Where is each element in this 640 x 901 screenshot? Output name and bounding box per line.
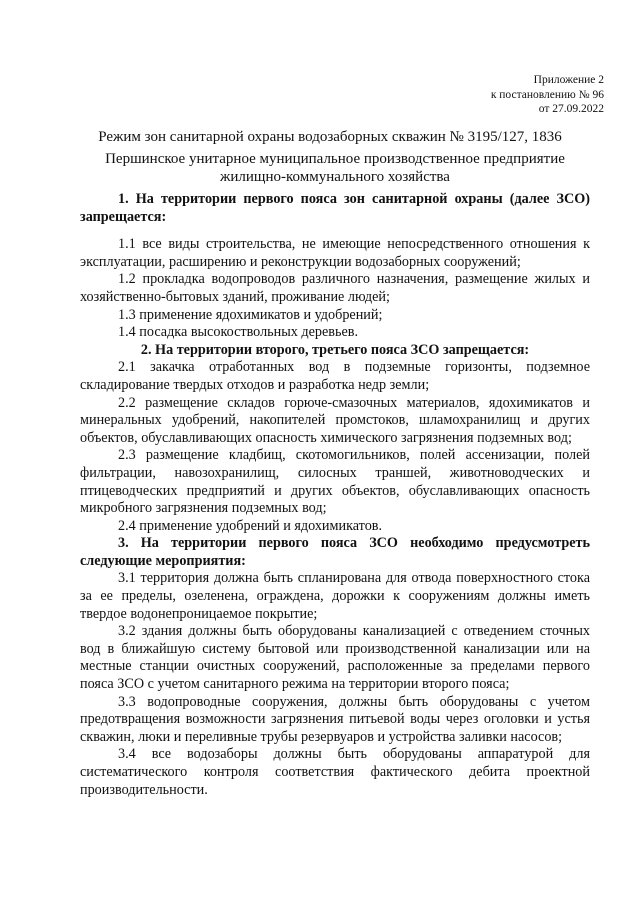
item-1-3: 1.3 применение ядохимикатов и удобрений; bbox=[118, 306, 383, 323]
document-body bbox=[80, 191, 590, 799]
document-title: Режим зон санитарной охраны водозаборных скважин № 3195/127, 1836 bbox=[98, 129, 562, 145]
item-3-3: 3.3 водопроводные сооружения, должны быть оборудованы с учетом предотвращения возможности загрязнения питьевой воды через оголовки и устья скважин, люки и переливные трубы резервуаров и устройства заливки насосов; bbox=[80, 693, 590, 745]
item-1-2: 1.2 прокладка водопроводов различного назначения, размещение жилых и хозяйственно-бытовых зданий, проживание людей; bbox=[80, 271, 590, 305]
section-3-heading: 3. На территории первого пояса ЗСО необходимо предусмотреть следующие мероприятия: bbox=[80, 535, 590, 569]
item-3-2: 3.2 здания должны быть оборудованы канализацией с отведением сточных вод в ближайшую систему бытовой или производственной канализации или на местные станции очистных сооружений, расположенные за пределами первого пояса ЗСО с учетом санитарного режима на территории второго пояса; bbox=[80, 623, 590, 693]
item-2-2: 2.2 размещение складов горюче-смазочных материалов, ядохимикатов и минеральных удобрений, накопителей промстоков, шламохранилищ и других объектов, обуславливающих опасность химического загрязнения подземных вод; bbox=[80, 394, 590, 446]
appendix-line-2: к постановлению № 96 bbox=[490, 88, 604, 101]
item-3-4: 3.4 все водозаборы должны быть оборудованы аппаратурой для систематического контроля соответствия фактического дебита проектной производительности. bbox=[80, 746, 590, 798]
item-2-4: 2.4 применение удобрений и ядохимикатов. bbox=[118, 517, 383, 534]
item-3-1: 3.1 территория должна быть спланирована для отвода поверхностного стока за ее пределы, озеленена, ограждена, дорожки к сооружениям должны иметь твердое водонепроницаемое покрытие; bbox=[80, 570, 590, 622]
section-1-heading: 1. На территории первого пояса зон санитарной охраны (далее ЗСО) запрещается: bbox=[80, 191, 590, 225]
item-2-3: 2.3 размещение кладбищ, скотомогильников, полей ассенизации, полей фильтрации, навозохранилищ, силосных траншей, животноводческих и птицеводческих предприятий и других объектов, обуславливающих опасность микробного загрязнения подземных вод; bbox=[80, 447, 590, 517]
appendix-note bbox=[491, 73, 604, 117]
appendix-line-1: Приложение 2 bbox=[533, 74, 604, 86]
item-2-1: 2.1 закачка отработанных вод в подземные горизонты, подземное складирование твердых отходов и разработка недр земли; bbox=[80, 359, 590, 393]
appendix-line-3: от 27.09.2022 bbox=[538, 103, 604, 115]
item-1-4: 1.4 посадка высокоствольных деревьев. bbox=[118, 324, 359, 341]
organization-name: Першинское унитарное муниципальное производственное предприятие жилищно-коммунального хозяйства bbox=[105, 151, 565, 185]
item-1-1: 1.1 все виды строительства, не имеющие непосредственного отношения к эксплуатации, расширению и реконструкции водозаборных сооружений; bbox=[80, 236, 590, 270]
section-2-heading: 2. На территории второго, третьего пояса ЗСО запрещается: bbox=[140, 341, 530, 358]
